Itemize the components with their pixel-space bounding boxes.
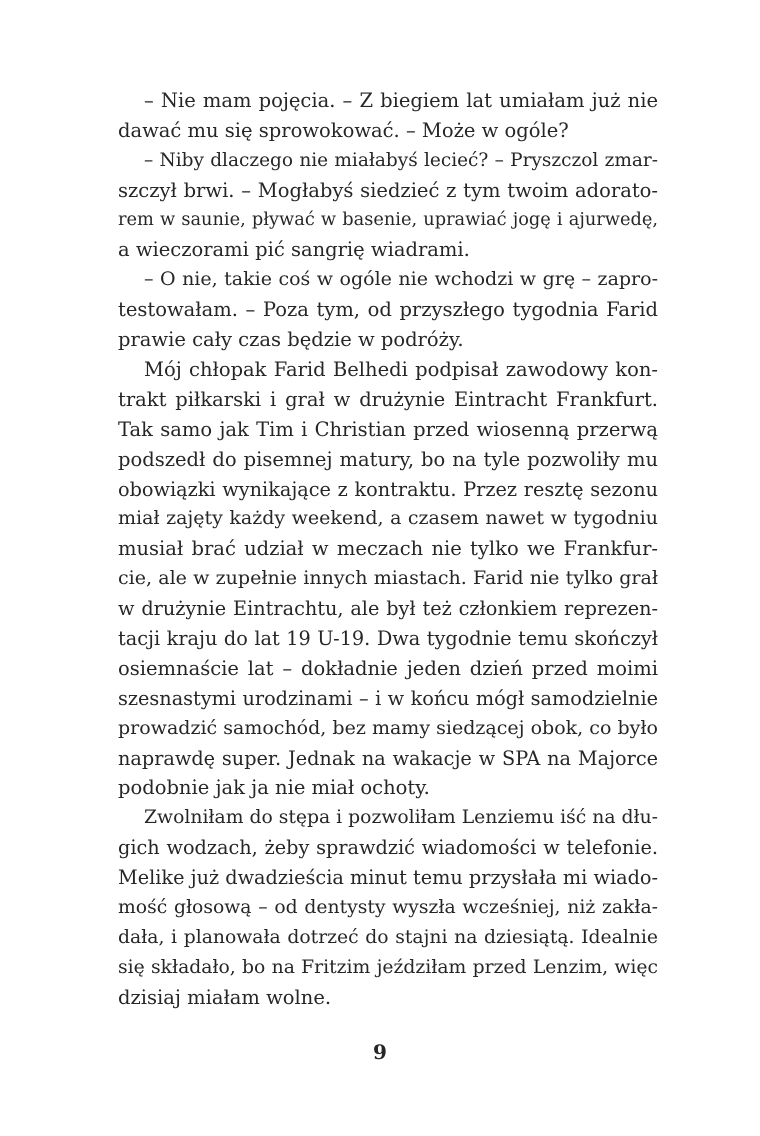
text-line: szesnastymi urodzinami – i w końcu mógł samodzielnie xyxy=(118,686,658,710)
text-line: miał zajęty każdy weekend, a czasem nawet w tygodniu xyxy=(118,507,658,530)
text-line: – O nie, takie coś w ogóle nie wchodzi w grę – zapro- xyxy=(144,268,658,291)
text-line: szczył brwi. – Mogłabyś siedzieć z tym twoim adorato- xyxy=(118,178,658,202)
text-line: cie, ale w zupełnie innych miastach. Farid nie tylko grał xyxy=(118,567,658,590)
text-line: a wieczorami pić sangrię wiadrami. xyxy=(118,238,470,262)
text-line: Tak samo jak Tim i Christian przed wiosenną przerwą xyxy=(118,417,658,441)
text-line: prawie cały czas będzie w podróży. xyxy=(118,328,464,352)
body-text xyxy=(118,86,658,1013)
text-line: podobnie jak ja nie miał ochoty. xyxy=(118,776,430,800)
text-line: musiał brać udział w meczach nie tylko we Frankfur- xyxy=(118,537,658,561)
text-line: Zwolniłam do stępa i pozwoliłam Lenziemu iść na dłu- xyxy=(144,807,658,829)
paragraph-3 xyxy=(118,265,658,355)
paragraph-2 xyxy=(118,146,658,266)
text-line: dzisiaj miałam wolne. xyxy=(118,985,332,1009)
text-line: rem w saunie, pływać w basenie, uprawiać jogę i ajurwedę, xyxy=(118,209,658,230)
page-number: 9 xyxy=(373,1040,387,1064)
text-line: dała, i planowała dotrzeć do stajni na dziesiątą. Idealnie xyxy=(118,926,658,948)
text-line: tacji kraju do lat 19 U-19. Dwa tygodnie temu skończył xyxy=(118,627,658,651)
text-line: się składało, bo na Fritzim jeździłam przed Lenzim, więc xyxy=(118,956,658,978)
text-line: dawać mu się sprowokować. – Może w ogóle? xyxy=(118,118,569,142)
paragraph-4 xyxy=(118,355,658,803)
text-line: – Nie mam pojęcia. – Z biegiem lat umiałam już nie xyxy=(144,89,658,112)
text-line: naprawdę super. Jednak na wakacje w SPA na Majorce xyxy=(118,746,658,770)
text-line: w drużynie Eintrachtu, ale był też członkiem reprezen- xyxy=(118,597,658,621)
text-line: prowadzić samochód, bez mamy siedzącej obok, co było xyxy=(118,716,658,739)
text-line: mość głosową – od dentysty wyszła wcześniej, niż zakła- xyxy=(118,897,658,919)
text-line: testowałam. – Poza tym, od przyszłego tygodnia Farid xyxy=(118,298,658,322)
text-line: – Niby dlaczego nie miałabyś lecieć? – Pryszczol zmar- xyxy=(144,149,658,171)
text-line: Melike już dwadzieścia minut temu przysłała mi wiado- xyxy=(118,866,658,890)
text-line: obowiązki wynikające z kontraktu. Przez resztę sezonu xyxy=(118,477,658,501)
text-line: podszedł do pisemnej matury, bo na tyle pozwoliły mu xyxy=(118,447,658,471)
text-line: Mój chłopak Farid Belhedi podpisał zawodowy kon- xyxy=(144,358,658,382)
text-line: osiemnaście lat – dokładnie jeden dzień przed moimi xyxy=(118,656,658,680)
paragraph-5 xyxy=(118,803,658,1012)
text-line: gich wodzach, żeby sprawdzić wiadomości w telefonie. xyxy=(118,836,658,860)
paragraph-1 xyxy=(118,86,658,146)
text-line: trakt piłkarski i grał w drużynie Eintracht Frankfurt. xyxy=(118,387,658,411)
